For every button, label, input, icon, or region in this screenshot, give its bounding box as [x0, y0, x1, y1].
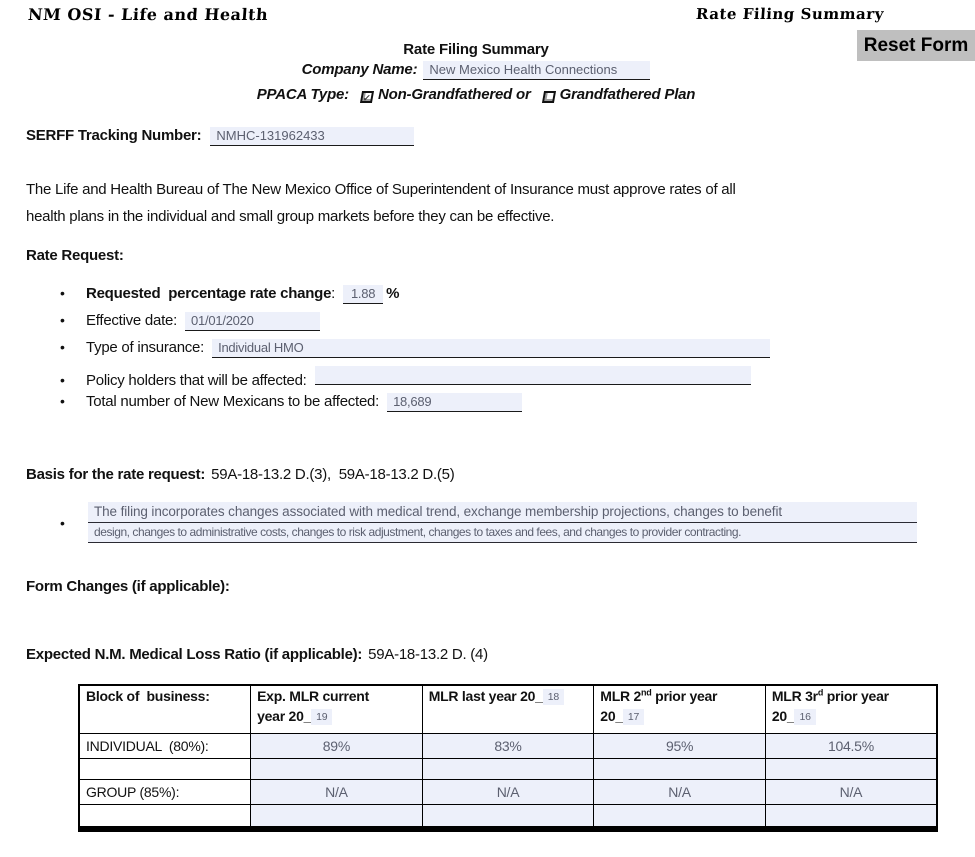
ordinal-sup: nd: [641, 687, 652, 698]
mlr-value-field[interactable]: 83%: [422, 733, 594, 758]
header-line: MLR 2: [600, 688, 642, 704]
header-line: 20_: [600, 708, 623, 724]
ordinal-sup: d: [817, 687, 824, 698]
row-label: [79, 804, 251, 829]
mlr-value-field[interactable]: N/A: [765, 779, 937, 804]
header-line: year 20_: [257, 708, 312, 724]
checkmark-icon: ✓: [362, 92, 372, 103]
basis-field[interactable]: [88, 502, 917, 543]
insurance-type-field[interactable]: Individual HMO: [212, 339, 770, 358]
doc-header-left: NM OSI - Life and Health: [27, 5, 269, 24]
company-name-row: [0, 61, 952, 80]
rate-change-field[interactable]: 1.88: [343, 285, 383, 304]
header-line: prior year: [651, 688, 718, 704]
mlr-value-field[interactable]: [594, 804, 766, 829]
bullet-icon: •: [60, 514, 65, 531]
non-grandfathered-checkbox[interactable]: [360, 91, 374, 103]
serff-field[interactable]: NMHC-131962433: [210, 127, 414, 146]
row-label: INDIVIDUAL (80%):: [79, 733, 251, 758]
bullet-icon: •: [60, 339, 65, 355]
year-field[interactable]: 18: [543, 689, 564, 705]
rate-request-list: [60, 285, 940, 420]
company-name-label: Company Name:: [301, 61, 418, 78]
company-name-field[interactable]: New Mexico Health Connections: [423, 61, 650, 80]
basis-field-line-1: The filing incorporates changes associated with medical trend, exchange membership projections, changes to benefit: [88, 502, 917, 523]
grandfathered-checkbox[interactable]: [542, 91, 556, 103]
intro-paragraph: [26, 176, 946, 230]
mlr-heading: [26, 646, 488, 663]
table-row-group: [79, 779, 937, 804]
mlr-value-field[interactable]: 104.5%: [765, 733, 937, 758]
table-row-empty: [79, 758, 937, 779]
effective-date-label: Effective date:: [86, 312, 178, 329]
serff-label: SERFF Tracking Number:: [26, 127, 202, 144]
basis-heading: [26, 466, 455, 483]
form-title: Rate Filing Summary: [403, 41, 549, 58]
insurance-type-label: Type of insurance:: [86, 339, 205, 356]
mlr-value-field[interactable]: [251, 758, 423, 779]
rate-request-heading: Rate Request:: [26, 247, 124, 264]
rate-change-colon: :: [331, 285, 336, 302]
table-header-row: [79, 685, 937, 733]
mlr-heading-statute: 59A-18-13.2 D. (4): [368, 646, 488, 663]
list-item: [60, 366, 940, 393]
mlr-value-field[interactable]: N/A: [251, 779, 423, 804]
header-line: MLR 3r: [771, 688, 818, 704]
year-field[interactable]: 17: [623, 709, 644, 725]
mlr-value-field[interactable]: [251, 804, 423, 829]
ppaca-type-label: PPACA Type:: [256, 86, 349, 103]
mlr-value-field[interactable]: 89%: [251, 733, 423, 758]
row-label: [79, 758, 251, 779]
mlr-value-field[interactable]: [765, 804, 937, 829]
doc-header-right: Rate Filing Summary: [695, 5, 885, 23]
basis-heading-statutes: 59A-18-13.2 D.(3), 59A-18-13.2 D.(5): [211, 466, 455, 483]
percent-sign: %: [386, 285, 400, 302]
intro-line-1: The Life and Health Bureau of The New Mexico Office of Superintendent of Insurance must approve rates of all: [26, 181, 736, 198]
mlr-heading-bold: Expected N.M. Medical Loss Ratio (if applicable):: [26, 646, 363, 663]
policy-holders-field[interactable]: [315, 366, 751, 385]
bullet-icon: •: [60, 393, 65, 409]
bullet-icon: •: [60, 372, 65, 388]
year-field[interactable]: 19: [311, 709, 332, 725]
header-line: 20_: [771, 708, 795, 724]
non-grandfathered-label: Non-Grandfathered or: [377, 86, 531, 103]
table-row-individual: [79, 733, 937, 758]
year-field[interactable]: 16: [794, 709, 815, 725]
reset-form-button[interactable]: Reset Form: [857, 30, 975, 61]
mlr-value-field[interactable]: [594, 758, 766, 779]
grandfathered-label: Grandfathered Plan: [559, 86, 696, 103]
basis-heading-bold: Basis for the rate request:: [26, 466, 206, 483]
effective-date-field[interactable]: 01/01/2020: [185, 312, 320, 331]
list-item: [60, 393, 940, 420]
col-header-block-of-business: Block of business:: [79, 685, 251, 733]
basis-bullet-row: [60, 502, 940, 543]
header-line: prior year: [823, 688, 889, 704]
mlr-table: [78, 684, 938, 832]
rate-change-label: Requested percentage rate change: [86, 285, 332, 302]
header-line: Exp. MLR current: [257, 688, 369, 704]
mlr-value-field[interactable]: N/A: [422, 779, 594, 804]
serff-row: [26, 127, 414, 146]
intro-line-2: health plans in the individual and small group markets before they can be effective.: [26, 208, 555, 225]
list-item: [60, 285, 940, 312]
mlr-value-field[interactable]: [765, 758, 937, 779]
row-label: GROUP (85%):: [79, 779, 251, 804]
col-header-mlr-last-year: [422, 685, 594, 733]
mlr-value-field[interactable]: N/A: [594, 779, 766, 804]
table-row-empty: [79, 804, 937, 829]
total-affected-label: Total number of New Mexicans to be affected:: [86, 393, 380, 410]
mlr-value-field[interactable]: [422, 804, 594, 829]
mlr-value-field[interactable]: [422, 758, 594, 779]
header-line: MLR last year 20_: [428, 688, 543, 704]
bullet-icon: •: [60, 312, 65, 328]
list-item: [60, 339, 940, 366]
ppaca-type-row: [0, 86, 952, 103]
form-changes-heading: Form Changes (if applicable):: [26, 578, 230, 595]
list-item: [60, 312, 940, 339]
col-header-exp-mlr-current: [251, 685, 423, 733]
mlr-value-field[interactable]: 95%: [594, 733, 766, 758]
basis-field-line-2: design, changes to administrative costs, changes to risk adjustment, changes to taxes and fees, and changes to provider contracting.: [88, 523, 917, 543]
policy-holders-label: Policy holders that will be affected:: [86, 372, 307, 389]
col-header-mlr-2nd-prior: [594, 685, 766, 733]
total-affected-field[interactable]: 18,689: [387, 393, 522, 412]
bullet-icon: •: [60, 285, 65, 301]
col-header-mlr-3rd-prior: [765, 685, 937, 733]
